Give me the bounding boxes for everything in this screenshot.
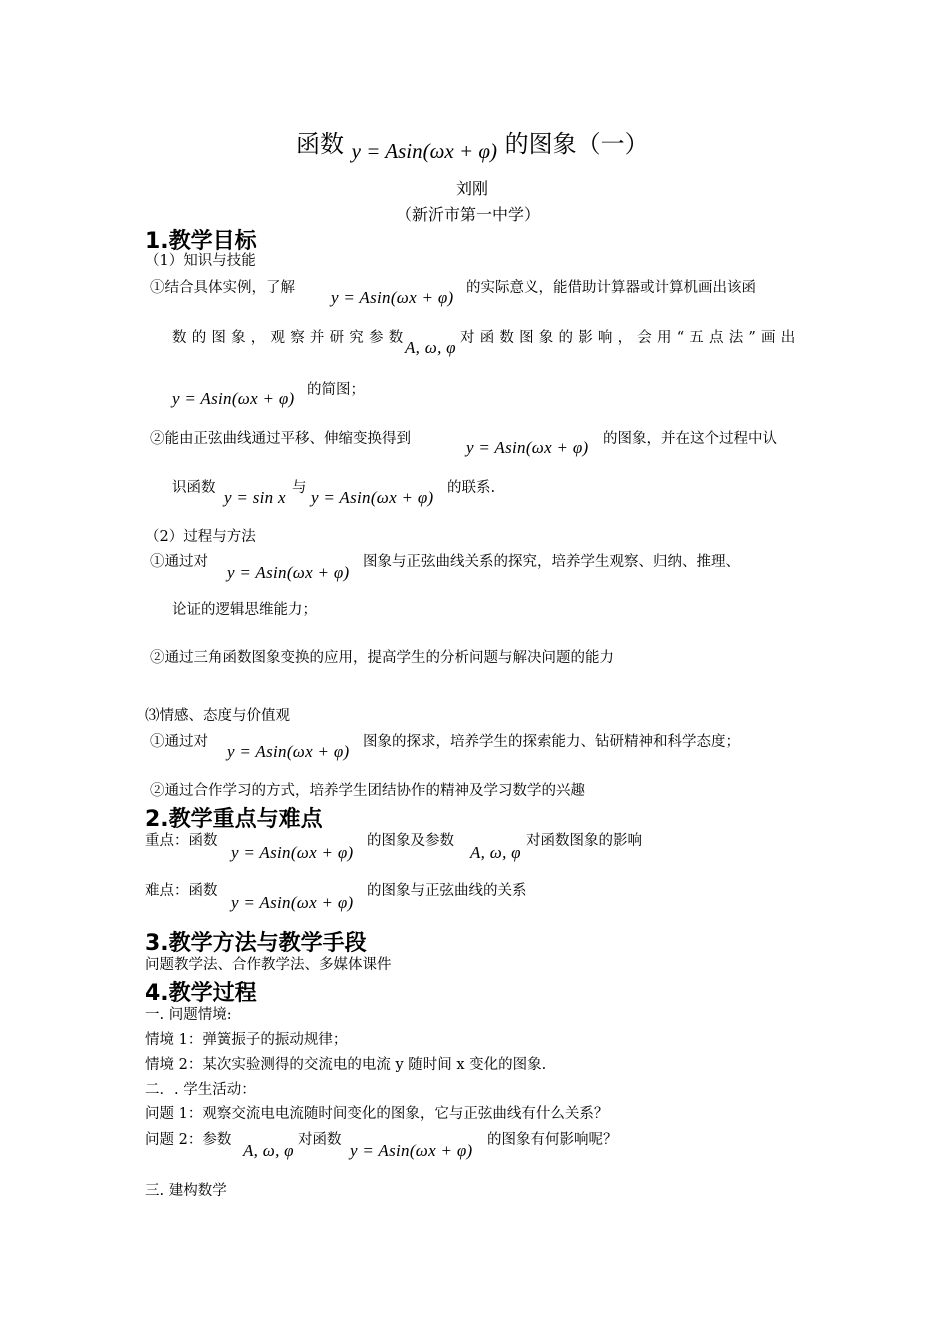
formula: y = Asin(ωx + φ)	[231, 893, 354, 912]
page-title	[296, 124, 649, 163]
title-suffix: 的图象（一）	[504, 130, 649, 158]
question-2: 问题 2：参数	[145, 1132, 232, 1148]
p2-text: ②通过三角函数图象变换的应用，提高学生的分析问题与解决问题的能力	[150, 650, 614, 666]
title-prefix: 函数	[296, 130, 344, 158]
formula: y = Asin(ωx + φ)	[231, 843, 354, 862]
sinx-formula: y = sin x	[224, 488, 286, 507]
k1b-text-post: 对函数图象的影响，会用“五点法”画出	[460, 330, 801, 346]
question-2-post: 的图象有何影响呢？	[487, 1132, 618, 1148]
difficulty-post: 的图象与正弦曲线的关系	[367, 883, 527, 899]
author: 刘刚	[456, 179, 489, 198]
process-title: （2）过程与方法	[145, 529, 256, 545]
school: （新沂市第一中学）	[396, 205, 541, 224]
part-1-title: 一. 问题情境:	[145, 1007, 232, 1023]
key-point-post: 对函数图象的影响	[526, 833, 642, 849]
p1a-text-post: 图象与正弦曲线关系的探究，培养学生观察、归纳、推理、	[363, 554, 740, 570]
k1c-text: 的简图；	[307, 382, 365, 398]
emotion-title: ⑶情感、态度与价值观	[145, 708, 290, 724]
e1-text-post: 图象的探求，培养学生的探索能力、钻研精神和科学态度；	[363, 734, 740, 750]
e1-text: ①通过对	[150, 734, 208, 750]
question-1: 问题 1：观察交流电电流随时间变化的图象，它与正弦曲线有什么关系？	[145, 1106, 609, 1122]
formula: y = Asin(ωx + φ)	[172, 389, 295, 408]
k2b-text: 识函数	[172, 480, 216, 496]
k2b-mid: 与	[292, 480, 307, 496]
section-4-heading: 4.教学过程	[145, 981, 257, 1006]
p1b-text: 论证的逻辑思维能力；	[172, 602, 317, 618]
methods-text: 问题教学法、合作教学法、多媒体课件	[145, 957, 392, 973]
key-point-text: 重点：函数	[145, 833, 218, 849]
formula: y = Asin(ωx + φ)	[227, 563, 350, 582]
difficulty-text: 难点：函数	[145, 883, 218, 899]
params-formula: A, ω, φ	[243, 1141, 294, 1160]
section-3-heading: 3.教学方法与教学手段	[145, 931, 367, 956]
situation-2: 情境 2：某次实验测得的交流电的电流 y 随时间 x 变化的图象.	[145, 1057, 547, 1073]
k2a-text: ②能由正弦曲线通过平移、伸缩变换得到	[150, 431, 411, 447]
knowledge-title: （1）知识与技能	[145, 253, 256, 269]
title-formula: y = Asin(ωx + φ)	[351, 139, 498, 163]
e2-text: ②通过合作学习的方式，培养学生团结协作的精神及学习数学的兴趣	[150, 783, 585, 799]
formula: y = Asin(ωx + φ)	[311, 488, 434, 507]
situation-1: 情境 1：弹簧振子的振动规律；	[145, 1032, 348, 1048]
k2b-text-post: 的联系.	[447, 480, 496, 496]
formula: y = Asin(ωx + φ)	[227, 742, 350, 761]
k1a-text: ①结合具体实例，了解	[150, 280, 295, 296]
k1a-text-post: 的实际意义，能借助计算器或计算机画出该函	[466, 280, 756, 296]
params-formula: A, ω, φ	[470, 843, 521, 862]
formula: y = Asin(ωx + φ)	[466, 438, 589, 457]
section-1-heading: 1.教学目标	[145, 229, 257, 254]
question-2-mid: 对函数	[298, 1132, 342, 1148]
k2a-text-post: 的图象，并在这个过程中认	[603, 431, 777, 447]
params-formula: A, ω, φ	[405, 338, 456, 357]
formula: y = Asin(ωx + φ)	[350, 1141, 473, 1160]
k1b-text: 数的图象，观察并研究参数	[172, 330, 409, 346]
section-2-heading: 2.教学重点与难点	[145, 807, 323, 832]
key-point-mid: 的图象及参数	[367, 833, 454, 849]
formula: y = Asin(ωx + φ)	[331, 288, 454, 307]
p1a-text: ①通过对	[150, 554, 208, 570]
part-2-title: 二．. 学生活动：	[145, 1082, 256, 1098]
part-3-title: 三. 建构数学	[145, 1183, 227, 1199]
